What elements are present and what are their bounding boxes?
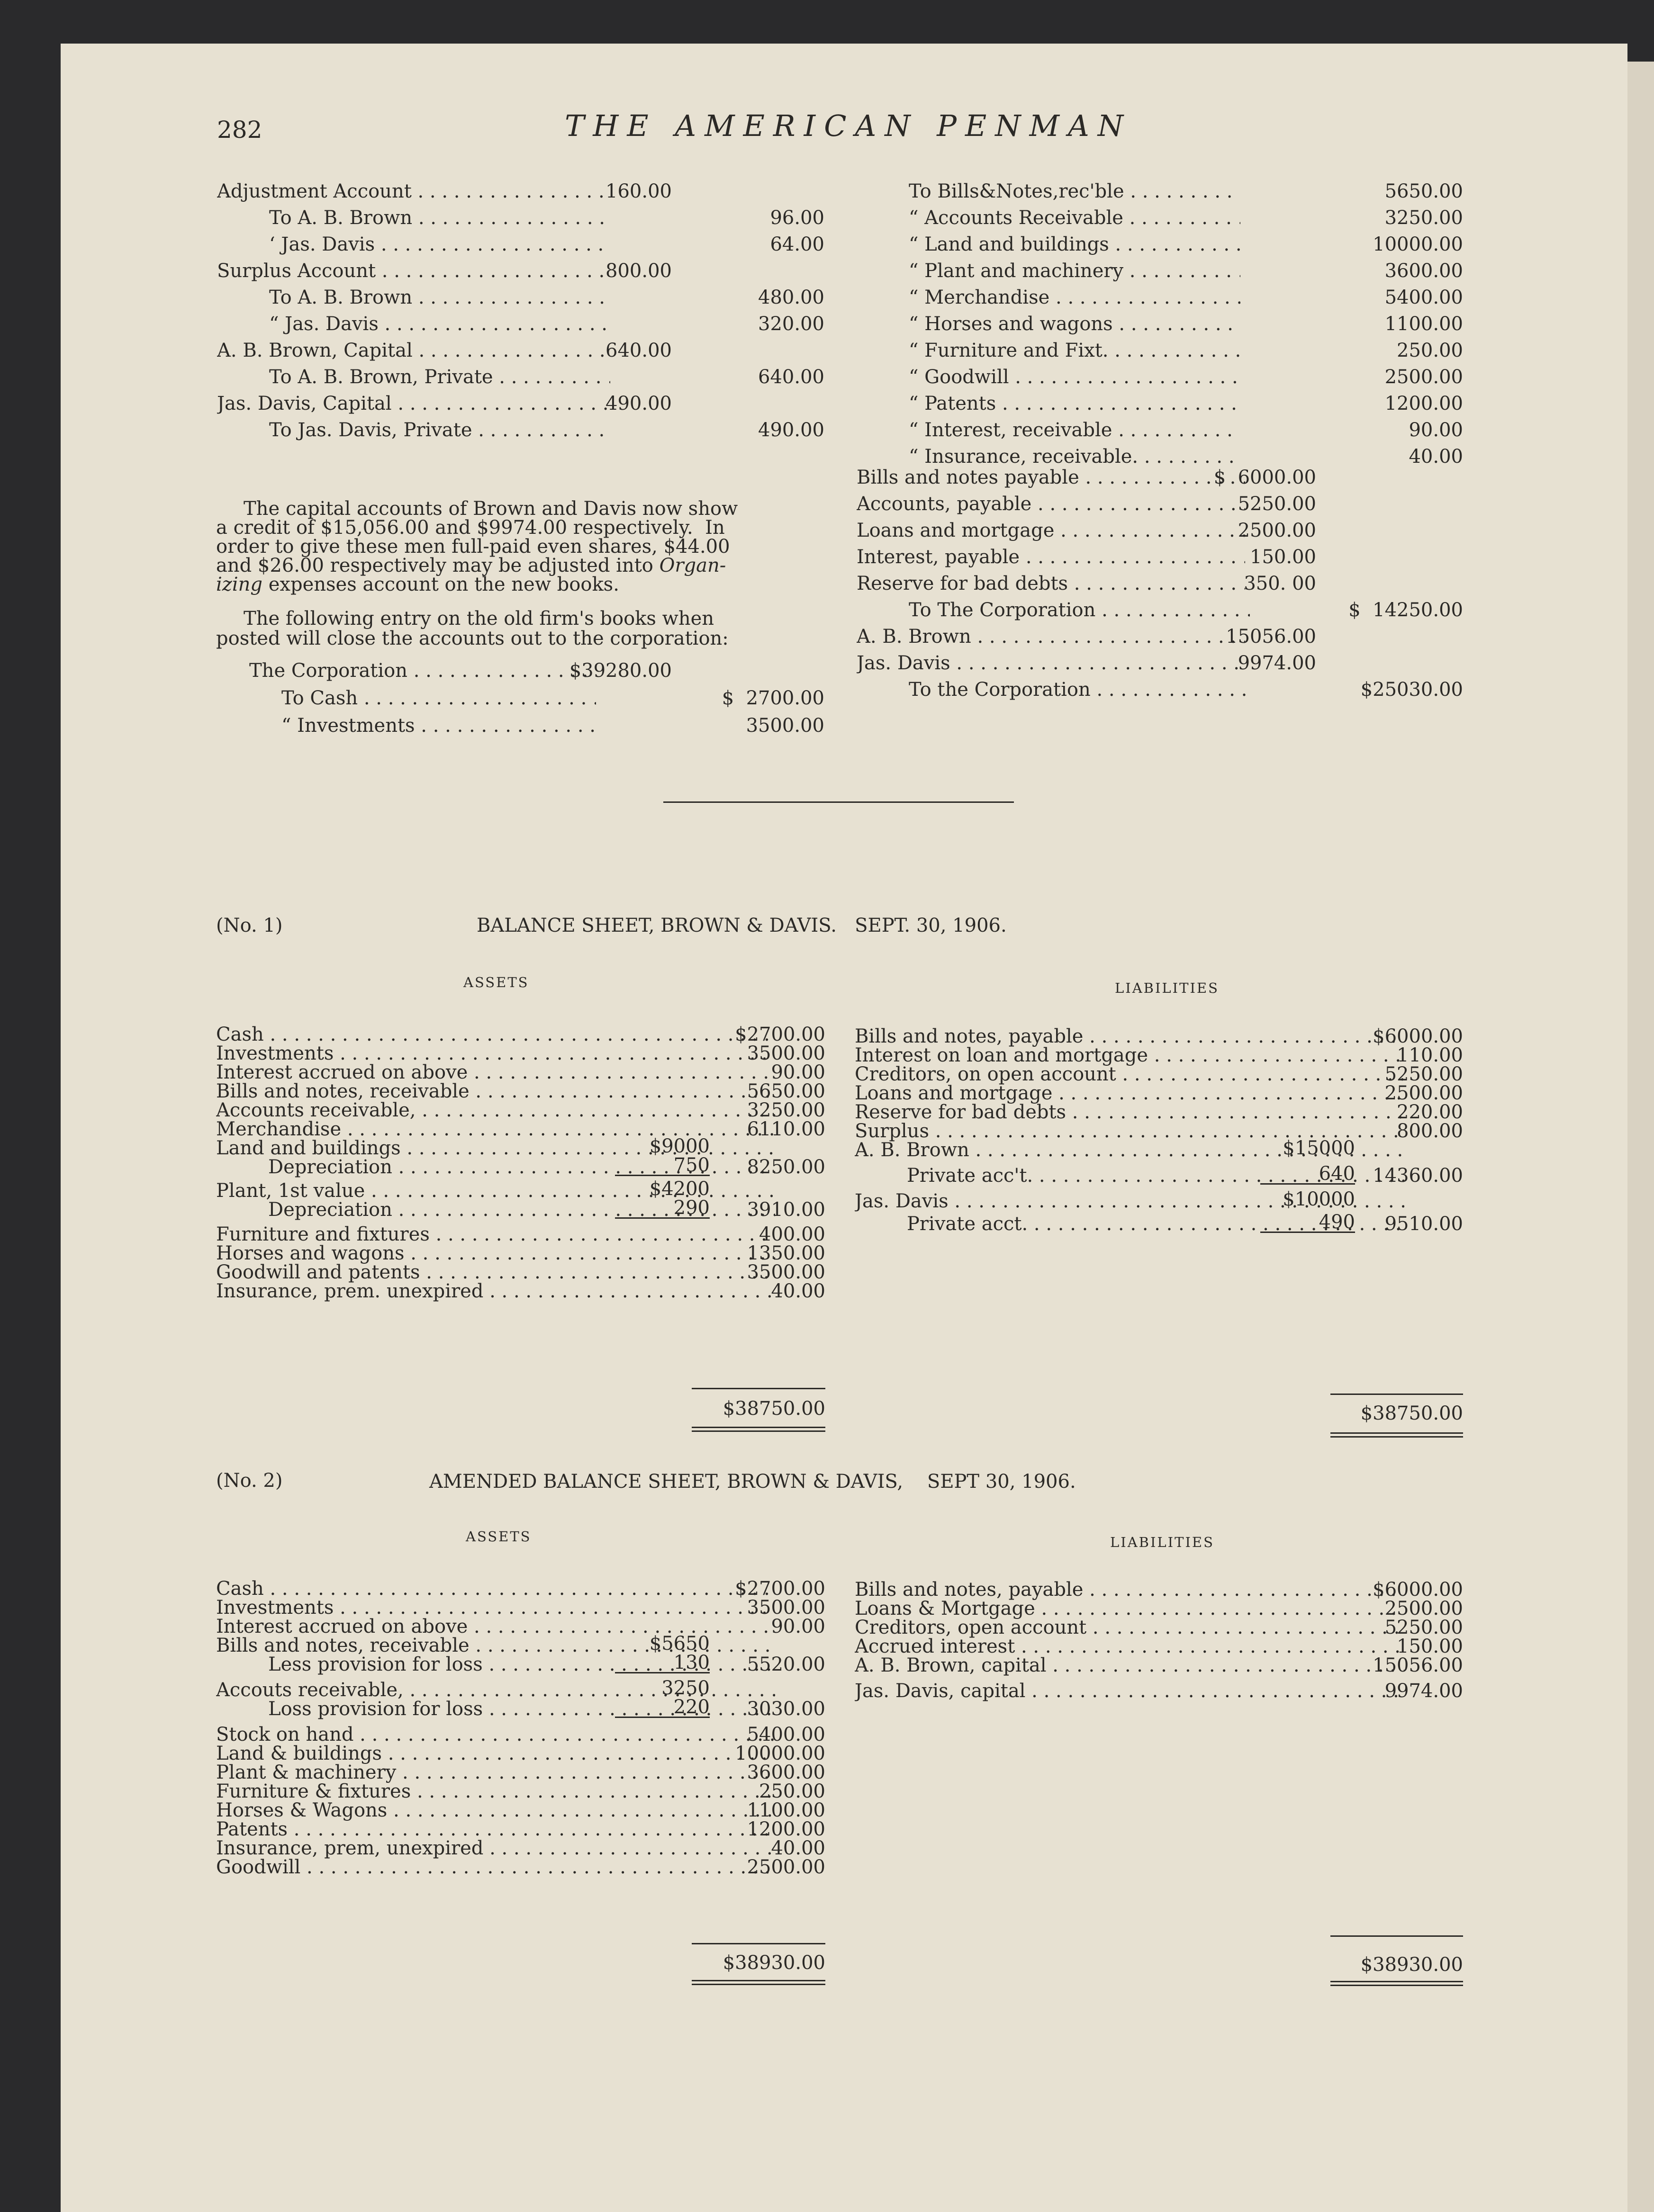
ledger-label: Interest, payable . . . [857, 546, 1245, 568]
assets-total: $38750.00 [723, 1398, 825, 1420]
next-page-edge [1627, 62, 1654, 2212]
section-divider [663, 801, 1014, 803]
amount: 3030.00 [747, 1698, 825, 1720]
amount: 150.00 [1397, 1636, 1463, 1657]
amount: 40.00 [771, 1280, 825, 1302]
ledger-label: Patents . . . [216, 1818, 775, 1841]
amount: $6000.00 [1373, 1025, 1463, 1047]
sheet1-liabilities-heading: LIABILITIES [1115, 980, 1219, 996]
amount: 3500.00 [747, 1597, 825, 1619]
sub-amount: 490 [1260, 1213, 1355, 1233]
sheet2-assets-heading: ASSETS [466, 1529, 532, 1545]
page-number: 282 [217, 116, 262, 144]
ledger-label: Accounts receivable, . . . [216, 1099, 775, 1122]
amount: 90.00 [1409, 419, 1463, 441]
ledger-label: Land and buildings . . . [216, 1137, 775, 1160]
amount: 3600.00 [747, 1762, 825, 1783]
sub-amount: $15000 [1283, 1137, 1355, 1159]
ledger-label: Surplus Account . . . [217, 260, 610, 282]
total-double-rule [1330, 1436, 1463, 1438]
amount: 3250.00 [747, 1099, 825, 1121]
ledger-label: Loans & Mortgage . . . [855, 1597, 1404, 1620]
amount: $ 14250.00 [1348, 599, 1463, 621]
ledger-label: A. B. Brown . . . [855, 1139, 1404, 1161]
ledger-label: “ Plant and machinery . . . [909, 260, 1240, 282]
ledger-label: Bills and notes payable . . . [857, 466, 1245, 489]
ledger-label: “ Jas. Davis . . . [269, 313, 610, 335]
amount: $25030.00 [1360, 679, 1463, 701]
ledger-label: “ Land and buildings . . . [909, 233, 1240, 256]
ledger-label: Depreciation . . . [268, 1198, 775, 1221]
amount: 2500.00 [1384, 1082, 1463, 1104]
sheet2-title: AMENDED BALANCE SHEET, BROWN & DAVIS, SEPT 30, 1906. [429, 1471, 1076, 1493]
ledger-label: “ Accounts Receivable . . . [909, 207, 1240, 229]
ledger-label: Bills and notes, receivable . . . [216, 1080, 775, 1103]
amount: 2500.00 [1384, 366, 1463, 388]
ledger-label: Adjustment Account . . . [217, 180, 610, 203]
ledger-label: To A. B. Brown . . . [269, 207, 610, 229]
ledger-label: To A. B. Brown, Private . . . [269, 366, 610, 388]
credit-amount: 3500.00 [746, 715, 824, 737]
amount: 15056.00 [1373, 1655, 1463, 1676]
ledger-label: Creditors, open account . . . [855, 1616, 1404, 1639]
credit-amount: $ 2700.00 [722, 687, 824, 709]
amount: 5400.00 [1384, 287, 1463, 308]
debit-amount: 160.00 [606, 180, 672, 202]
total-rule [1330, 1394, 1463, 1395]
credit-amount: 64.00 [770, 234, 824, 255]
total-double-rule [692, 1984, 825, 1985]
ledger-label: Stock on hand . . . [216, 1723, 775, 1746]
amount: 1350.00 [747, 1242, 825, 1264]
debit-amount: 150.00 [1250, 546, 1316, 568]
amount: 1100.00 [747, 1799, 825, 1821]
sheet1-title: BALANCE SHEET, BROWN & DAVIS. SEPT. 30, 1906. [477, 915, 1007, 936]
ledger-label: Merchandise . . . [216, 1118, 775, 1141]
assets-total: $38930.00 [723, 1952, 825, 1974]
amount: 10000.00 [1373, 234, 1463, 255]
ledger-label: Interest accrued on above . . . [216, 1061, 775, 1084]
ledger-label: “ Patents . . . [909, 392, 1240, 415]
debit-amount: 15056.00 [1226, 626, 1316, 647]
amount: 9974.00 [1384, 1680, 1463, 1702]
debit-amount: 640.00 [606, 340, 672, 361]
ledger-label: Horses and wagons . . . [216, 1242, 775, 1265]
ledger-label: A. B. Brown . . . [857, 625, 1245, 648]
total-rule [692, 1943, 825, 1944]
liabilities-total: $38750.00 [1360, 1403, 1463, 1424]
ledger-label: “ Goodwill . . . [909, 366, 1240, 388]
debit-amount: $39280.00 [569, 660, 672, 682]
amount: 2500.00 [1384, 1598, 1463, 1619]
ledger-label: To Cash . . . [281, 687, 596, 710]
sub-amount: $5650 [649, 1633, 710, 1655]
ledger-label: Less provision for loss . . . [268, 1653, 775, 1676]
ledger-label: Loans and mortgage . . . [857, 519, 1245, 542]
sheet2-liabilities-heading: LIABILITIES [1110, 1534, 1214, 1550]
ledger-label: Interest on loan and mortgage . . . [855, 1044, 1404, 1067]
amount: 8250.00 [747, 1156, 825, 1178]
ledger-label: To the Corporation . . . [909, 678, 1250, 701]
amount: 3500.00 [747, 1261, 825, 1283]
ledger-label: “ Insurance, receivable. . . . [909, 445, 1240, 468]
sub-amount: 220 [615, 1698, 710, 1718]
ledger-label: “ Interest, receivable . . . [909, 419, 1240, 441]
amount: 2500.00 [747, 1856, 825, 1878]
ledger-label: Horses & Wagons . . . [216, 1799, 775, 1822]
amount: 5650.00 [747, 1080, 825, 1102]
debit-amount: $ 6000.00 [1213, 467, 1316, 488]
ledger-label: To Jas. Davis, Private . . . [269, 419, 610, 441]
debit-amount: 350. 00 [1244, 573, 1316, 594]
ledger-label: “ Merchandise . . . [909, 286, 1240, 309]
ledger-label: Plant & machinery . . . [216, 1761, 775, 1784]
ledger-label: Private acc't. . . . [907, 1164, 1404, 1187]
amount: 9510.00 [1384, 1213, 1463, 1235]
ledger-label: To Bills&Notes,rec'ble . . . [909, 180, 1240, 203]
amount: 40.00 [1409, 446, 1463, 468]
ledger-label: Creditors, on open account . . . [855, 1063, 1404, 1086]
journal-title: THE AMERICAN PENMAN [565, 108, 1132, 143]
sub-amount: 130 [615, 1653, 710, 1673]
amount: 250.00 [759, 1780, 825, 1802]
sub-amount: 640 [1260, 1164, 1355, 1185]
sub-amount: 290 [615, 1198, 710, 1219]
total-double-rule [1330, 1985, 1463, 1986]
total-double-rule [1330, 1432, 1463, 1434]
total-double-rule [1330, 1981, 1463, 1982]
ledger-label: Loans and mortgage . . . [855, 1082, 1404, 1105]
ledger-label: Insurance, prem, unexpired . . . [216, 1837, 775, 1860]
debit-amount: 490.00 [606, 393, 672, 414]
amount: 5400.00 [747, 1724, 825, 1745]
ledger-label: “ Horses and wagons . . . [909, 313, 1240, 335]
debit-amount: 2500.00 [1238, 520, 1316, 541]
ledger-label: Goodwill . . . [216, 1856, 775, 1879]
ledger-label: To A. B. Brown . . . [269, 286, 610, 309]
sheet1-assets-heading: ASSETS [463, 974, 529, 990]
amount: 800.00 [1397, 1120, 1463, 1142]
ledger-label: Private acct. . . . [907, 1213, 1404, 1235]
amount: 5650.00 [1384, 180, 1463, 202]
ledger-label: Interest accrued on above . . . [216, 1615, 775, 1638]
amount: 6110.00 [747, 1118, 825, 1140]
amount: $6000.00 [1373, 1579, 1463, 1601]
credit-amount: 640.00 [758, 366, 824, 388]
amount: 400.00 [759, 1223, 825, 1245]
amount: 90.00 [771, 1616, 825, 1637]
sub-amount: 3250 [661, 1677, 710, 1699]
sub-amount: $4200 [649, 1178, 710, 1200]
ledger-label: Investments . . . [216, 1596, 775, 1619]
ledger-label: Loss provision for loss . . . [268, 1698, 775, 1720]
total-double-rule [692, 1980, 825, 1981]
ledger-label: Accrued interest . . . [855, 1635, 1404, 1658]
amount: 220.00 [1397, 1101, 1463, 1123]
ledger-label: Accouts receivable, . . . [216, 1679, 775, 1701]
total-double-rule [692, 1427, 825, 1428]
sub-amount: 750 [615, 1156, 710, 1176]
ledger-label: Cash . . . [216, 1023, 775, 1046]
amount: $2700.00 [735, 1578, 825, 1600]
total-double-rule [692, 1430, 825, 1432]
ledger-label: Jas. Davis . . . [857, 652, 1245, 674]
ledger-label: Depreciation . . . [268, 1156, 775, 1178]
ledger-label: Bills and notes, payable . . . [855, 1025, 1404, 1048]
amount: 3500.00 [747, 1043, 825, 1064]
liabilities-total: $38930.00 [1360, 1954, 1463, 1976]
ledger-label: Jas. Davis, capital . . . [855, 1680, 1404, 1702]
ledger-label: The Corporation . . . [249, 659, 596, 682]
amount: 3600.00 [1384, 260, 1463, 282]
sheet1-number: (No. 1) [216, 915, 283, 936]
total-rule [1330, 1935, 1463, 1937]
amount: 90.00 [771, 1061, 825, 1083]
page: 282 THE AMERICAN PENMAN Adjustment Account . . . 160.00 To A. B. Brown . . . 96.00 ‘ Jas. Davis . . . 64.00 Surplus Account . . . 800.00 To A. B. Brown . . . 480.00 “ Jas. Davis . . . 320.00 A. B. Brown, Capital . . . 640.00 To A. B. Brown, Private . . . 640.00 Jas. Davis, Capital . . . 490.00 To Jas. Davis, Private . . . 490.00 The capital accounts of Brown and Davis now show a credit of $15,056.00 and $9974.00 respectively. In order to give these men full-paid even shares, $44.00 and $26.00 respectively may be adjusted into Organ- izing expenses account on the new books. The following entry on the old firm's books when posted will close the accounts out to the corporation: The Corporation . . . $39280.00 To Cash . . . $ 2700.00 “ Investments . . . 3500.00 To Bills&Notes,rec'ble . . . 5650.00 “ Accounts Receivable . . . 3250.00 “ Land and buildings . . . 10000.00 “ Plant and machinery . . . 3600.00 “ Merchandise . . . 5400.00 “ Horses and wagons . . . 1100.00 “ Furniture and Fixt. . . . 250.00 “ Goodwill . . . 2500.00 “ Patents . . . 1200.00 “ Interest, receivable . . . 90.00 “ Insurance, receivable. . . . 40.00 Bills and notes payable . . . $ 6000.00 Accounts, payable . . . 5250.00 Loans and mortgage . . . 2500.00 Interest, payable . . . 150.00 Reserve for bad debts . . . 350. 00 To The Corporation . . . $ 14250.00 A. B. Brown . . . 15056.00 Jas. Davis . . . 9974.00 To the Corporation . . . $25030.00 (No. 1) BALANCE SHEET, BROWN & DAVIS. SEPT. 30, 1906. ASSETS LIABILITIES Cash . . . $2700.00 Investments . . . 3500.00 Interest accrued on above . . . 90.00 Bills and notes, receivable . . . 5650.00 Accounts receivable, . . . 3250.00 Merchandise . . . 6110.00 Land and buildings . . . $9000 Depreciation . . . 8250.00 750 Plant, 1st value . . . $4200 Depreciation . . . 3910.00 290 Furniture and fixtures . . . 400.00 Horses and wagons . . . 1350.00 Goodwill and patents . . . 3500.00 Insurance, prem. unexpired . . . 40.00 $38750.00 Bills and notes, payable . . . $6000.00 Interest on loan and mortgage . . . 110.00 Creditors, on open account . . . 5250.00 Loans and mortgage . . . 2500.00 Reserve for bad debts . . . 220.00 Surplus . . . 800.00 A. B. Brown . . . $15000 Private acc't. . . . 14360.00 640 Jas. Davis . . . $10000 Private acct. . . . 9510.00 490 $38750.00 (No. 2) AMENDED BALANCE SHEET, BROWN & DAVIS, SEPT 30, 1906. ASSETS LIABILITIES Cash . . . $2700.00 Investments . . . 3500.00 Interest accrued on above . . . 90.00 Bills and notes, receivable . . . $5650 Less provision for loss . . . 5520.00 130 Accouts receivable, . . . 3250 Loss provision for loss . . . 3030.00 220 Stock on hand . . . 5400.00 Land & buildings . . . 10000.00 Plant & machinery . . . 3600.00 Furniture & fixtures . . . 250.00 Horses & Wagons . . . 1100.00 Patents . . . 1200.00 Insurance, prem, unexpired . . . 40.00 Goodwill . . . 2500.00 $38930.00 Bills and notes, payable . . . $6000.00 Loans & Mortgage . . . 2500.00 Creditors, open account . . . 5250.00 Accrued interest . . . 150.00 A. B. Brown, capital . . . 15056.00 Jas. Davis, capital . . . 9974.00 $38930.00 [61, 44, 1627, 2212]
sub-amount: $10000 [1283, 1188, 1355, 1210]
ledger-label: Goodwill and patents . . . [216, 1261, 775, 1284]
credit-amount: 490.00 [758, 419, 824, 441]
total-rule [692, 1388, 825, 1389]
ledger-label: Reserve for bad debts . . . [855, 1101, 1404, 1124]
amount: 1200.00 [1384, 393, 1463, 414]
amount: 3250.00 [1384, 207, 1463, 229]
amount: 110.00 [1397, 1044, 1463, 1066]
debit-amount: 9974.00 [1238, 652, 1316, 674]
amount: 5250.00 [1384, 1617, 1463, 1638]
amount: 10000.00 [735, 1743, 825, 1764]
amount: 1200.00 [747, 1818, 825, 1840]
sub-amount: $9000 [649, 1135, 710, 1157]
ledger-label: Surplus . . . [855, 1120, 1404, 1142]
ledger-label: “ Furniture and Fixt. . . . [909, 339, 1240, 362]
credit-amount: 96.00 [770, 207, 824, 229]
amount: $2700.00 [735, 1024, 825, 1045]
ledger-label: Furniture and fixtures . . . [216, 1223, 775, 1246]
ledger-label: Cash . . . [216, 1577, 775, 1600]
credit-amount: 480.00 [758, 287, 824, 308]
debit-amount: 800.00 [606, 260, 672, 282]
sheet2-number: (No. 2) [216, 1470, 283, 1492]
ledger-label: “ Investments . . . [281, 714, 596, 737]
ledger-label: Jas. Davis . . . [855, 1190, 1404, 1213]
ledger-label: Reserve for bad debts . . . [857, 572, 1245, 595]
amount: 5520.00 [747, 1654, 825, 1675]
amount: 5250.00 [1384, 1063, 1463, 1085]
ledger-label: To The Corporation . . . [909, 599, 1250, 621]
ledger-label: Insurance, prem. unexpired . . . [216, 1280, 775, 1303]
debit-amount: 5250.00 [1238, 493, 1316, 515]
amount: 40.00 [771, 1837, 825, 1859]
ledger-label: Plant, 1st value . . . [216, 1179, 775, 1202]
ledger-label: A. B. Brown, Capital . . . [217, 339, 610, 362]
credit-amount: 320.00 [758, 313, 824, 335]
amount: 3910.00 [747, 1199, 825, 1221]
ledger-label: Land & buildings . . . [216, 1742, 775, 1765]
ledger-label: Bills and notes, payable . . . [855, 1578, 1404, 1601]
amount: 1100.00 [1384, 313, 1463, 335]
ledger-label: Furniture & fixtures . . . [216, 1780, 775, 1803]
ledger-label: ‘ Jas. Davis . . . [269, 233, 610, 256]
ledger-label: Accounts, payable . . . [857, 493, 1245, 515]
amount: 14360.00 [1373, 1165, 1463, 1187]
ledger-label: Jas. Davis, Capital . . . [217, 392, 610, 415]
ledger-label: Bills and notes, receivable . . . [216, 1634, 775, 1657]
ledger-label: Investments . . . [216, 1042, 775, 1065]
amount: 250.00 [1397, 340, 1463, 361]
ledger-label: A. B. Brown, capital . . . [855, 1654, 1404, 1677]
